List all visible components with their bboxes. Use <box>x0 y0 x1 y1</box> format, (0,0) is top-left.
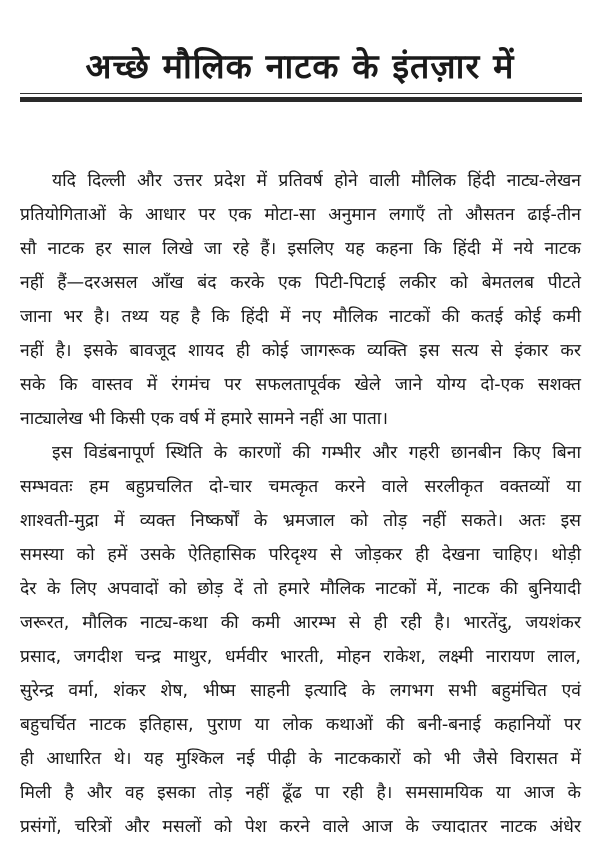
paragraph-1-line: सके कि वास्तव में रंगमंच पर सफलतापूर्वक खेले जाने योग्य दो-एक सशक्त <box>20 375 581 395</box>
paragraph-1-line: जाना भर है। तथ्य यह है कि हिंदी में नए मौलिक नाटकों की कतई कोई कमी <box>20 307 581 327</box>
paragraph-1-line: नहीं हैं—दरअसल आँख बंद करके एक पिटी-पिटाई लकीर को बेमतलब पीटते <box>20 273 581 293</box>
paragraph-2-line: प्रसाद, जगदीश चन्द्र माथुर, धर्मवीर भारती, मोहन राकेश, लक्ष्मी नारायण लाल, <box>20 647 581 667</box>
paragraph-1-line: नहीं है। इसके बावजूद शायद ही कोई जागरूक व्यक्ति इस सत्य से इंकार कर <box>20 341 581 361</box>
paragraph-2-line: देर के लिए अपवादों को छोड़ दें तो हमारे मौलिक नाटकों में, नाटक की बुनियादी <box>20 579 581 599</box>
paragraph-2-line: बहुचर्चित नाटक इतिहास, पुराण या लोक कथाओं की बनी-बनाई कहानियों पर <box>20 715 581 735</box>
paragraph-2-line: प्रसंगों, चरित्रों और मसलों को पेश करने वाले आज के ज्यादातर नाटक अंधेर <box>20 817 581 837</box>
paragraph-1-line: प्रतियोगिताओं के आधार पर एक मोटा-सा अनुमान लगाएँ तो औसतन ढाई-तीन <box>20 205 581 225</box>
document-body <box>20 166 581 846</box>
paragraph-2-line: सुरेन्द्र वर्मा, शंकर शेष, भीष्म साहनी इत्यादि के लगभग सभी बहुमंचित एवं <box>20 681 581 701</box>
paragraph-2-line: जरूरत, मौलिक नाट्य-कथा की कमी आरम्भ से ही रही है। भारतेंदु, जयशंकर <box>20 613 581 633</box>
paragraph-1-line: यदि दिल्ली और उत्तर प्रदेश में प्रतिवर्ष होने वाली मौलिक हिंदी नाट्य-लेखन <box>52 171 581 191</box>
paragraph-2-line: इस विडंबनापूर्ण स्थिति के कारणों की गम्भीर और गहरी छानबीन किए बिना <box>52 443 581 463</box>
paragraph-1-line: नाट्यालेख भी किसी एक वर्ष में हमारे सामने नहीं आ पाता। <box>20 409 388 429</box>
paragraph-2-line: सम्भवतः हम बहुप्रचलित दो-चार चमत्कृत करने वाले सरलीकृत वक्तव्यों या <box>20 477 581 497</box>
title-rule-thin <box>20 93 582 94</box>
title-rule-thick <box>20 97 582 102</box>
paragraph-2-line: मिली है और वह इसका तोड़ नहीं ढूँढ पा रही है। समसामयिक या आज के <box>20 783 581 803</box>
paragraph-2-line: शाश्वती-मुद्रा में व्यक्त निष्कर्षों के भ्रमजाल को तोड़ नहीं सकते। अतः इस <box>20 511 581 531</box>
paragraph-2-line: समस्या को हमें उसके ऐतिहासिक परिदृश्य से जोड़कर ही देखना चाहिए। थोड़ी <box>20 545 581 565</box>
page-title: अच्छे मौलिक नाटक के इंतज़ार में <box>85 47 515 87</box>
paragraph-1-line: सौ नाटक हर साल लिखे जा रहे हैं। इसलिए यह कहना कि हिंदी में नये नाटक <box>20 239 581 259</box>
paragraph-2-line: ही आधारित थे। यह मुश्किल नई पीढ़ी के नाटककारों को भी जैसे विरासत में <box>20 749 581 769</box>
